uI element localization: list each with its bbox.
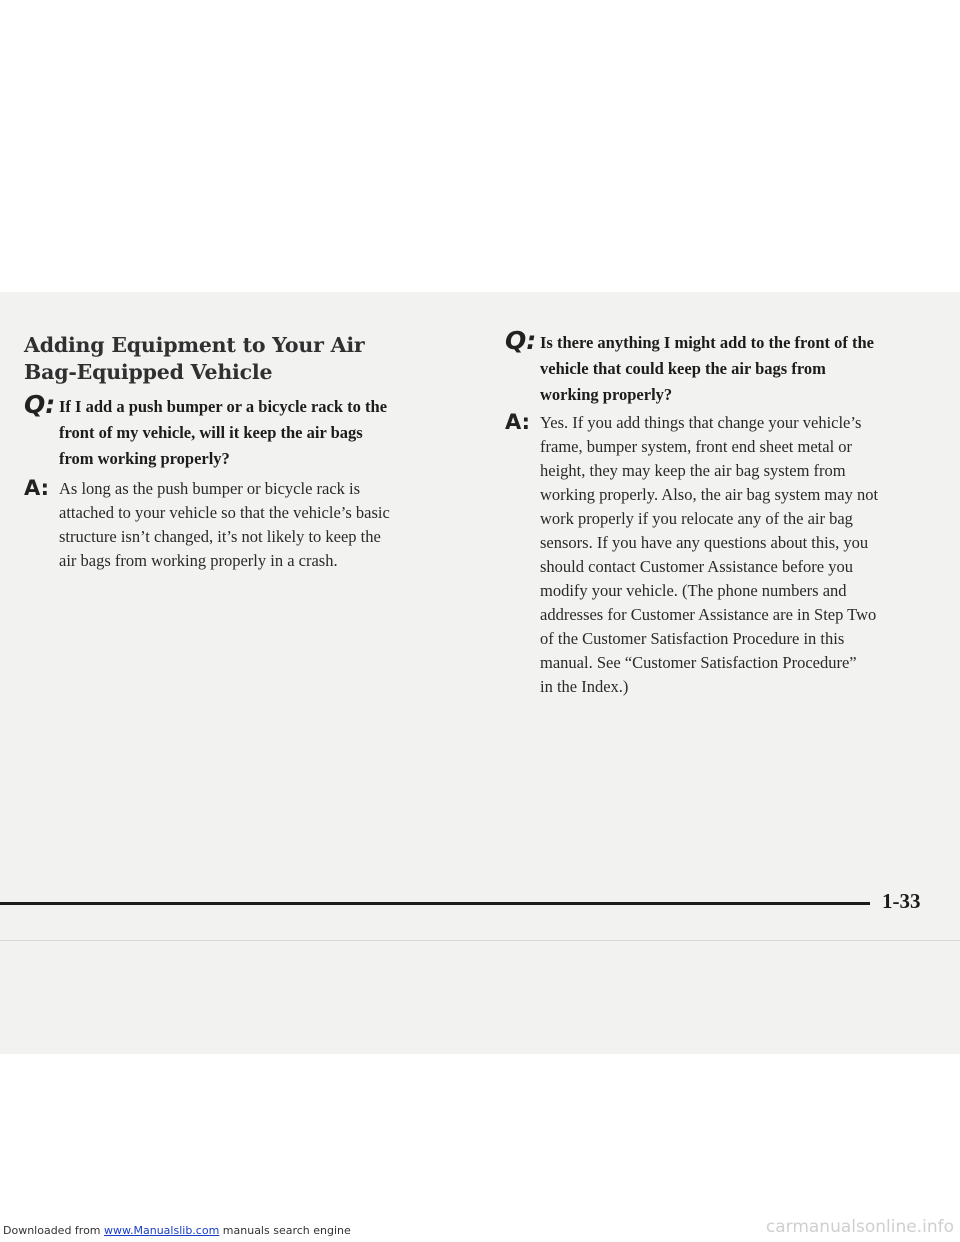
answer-line: As long as the push bumper or bicycle rack is	[59, 479, 361, 498]
question-line: front of my vehicle, will it keep the air bags	[59, 423, 363, 442]
question-line: working properly?	[540, 385, 673, 404]
answer-line: work properly if you relocate any of the air bag	[540, 509, 853, 528]
manual-sheet	[0, 292, 960, 1054]
watermark-text: carmanualsonline.info	[765, 1217, 954, 1237]
answer-line: height, they may keep the air bag system from	[540, 461, 846, 480]
answer-line: modify your vehicle. (The phone numbers and	[540, 581, 847, 600]
download-credit-suffix: manuals search engine	[219, 1224, 351, 1237]
answer-line: in the Index.)	[540, 677, 629, 696]
scan-divider	[0, 940, 960, 941]
answer-line: manual. See “Customer Satisfaction Procedure”	[540, 653, 857, 672]
question-marker: Q:	[24, 390, 56, 419]
download-credit-prefix: Downloaded from	[3, 1224, 105, 1237]
download-credit	[3, 1224, 351, 1237]
heading-line: Adding Equipment to Your Air	[24, 333, 365, 357]
answer-line: Yes. If you add things that change your vehicle’s	[540, 413, 862, 432]
section-heading	[24, 332, 474, 386]
question-text	[540, 330, 874, 408]
answer-line: air bags from working properly in a crash.	[59, 551, 338, 570]
answer-line: of the Customer Satisfaction Procedure in this	[540, 629, 845, 648]
question-line: If I add a push bumper or a bicycle rack to the	[59, 397, 388, 416]
heading-line: Bag-Equipped Vehicle	[24, 360, 273, 384]
answer-line: frame, bumper system, front end sheet metal or	[540, 437, 853, 456]
answer-line: addresses for Customer Assistance are in Step Two	[540, 605, 877, 624]
answer-line: attached to your vehicle so that the vehicle’s basic	[59, 503, 390, 522]
answer-marker: A:	[24, 476, 50, 500]
page-footer-rule	[0, 902, 870, 905]
question-line: vehicle that could keep the air bags from	[540, 359, 826, 378]
answer-line: should contact Customer Assistance before you	[540, 557, 853, 576]
answer-marker: A:	[505, 410, 531, 434]
answer-line: working properly. Also, the air bag system may not	[540, 485, 879, 504]
answer-text	[540, 411, 878, 699]
answer-text	[59, 477, 390, 573]
answer-line: sensors. If you have any questions about this, you	[540, 533, 869, 552]
question-text	[59, 394, 387, 472]
page-number: 1-33	[882, 889, 921, 913]
question-marker: Q:	[505, 326, 537, 355]
answer-line: structure isn’t changed, it’s not likely to keep the	[59, 527, 381, 546]
question-line: Is there anything I might add to the front of the	[540, 333, 874, 352]
question-line: from working properly?	[59, 449, 230, 468]
manualslib-link[interactable]: www.Manualslib.com	[104, 1224, 220, 1237]
